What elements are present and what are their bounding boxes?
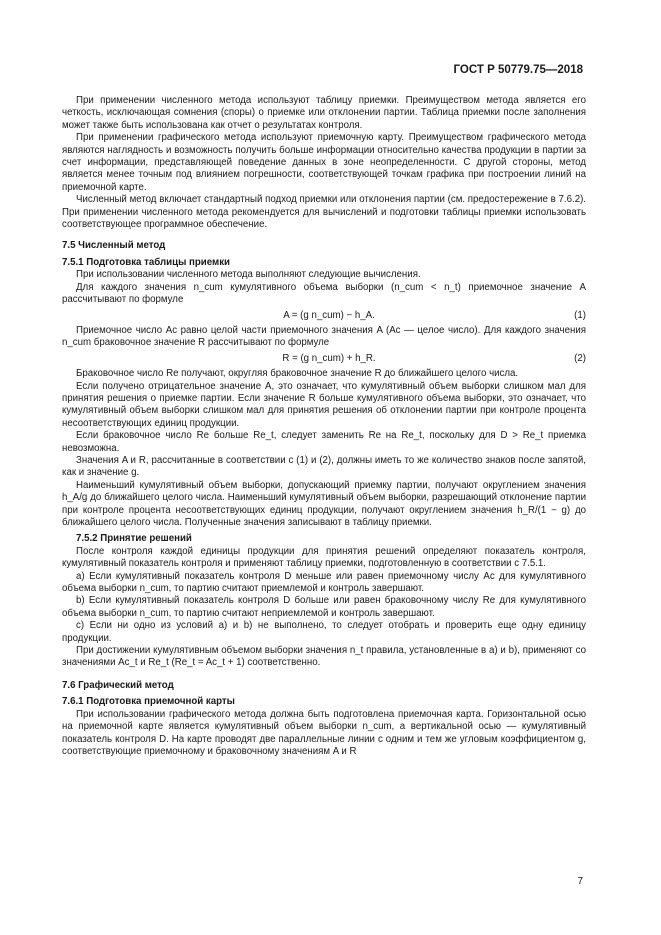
paragraph: При использовании графического метода должна быть подготовлена приемочная карта. Горизонтальной осью на приемочной карте является кумулятивный объем выборки n_cum, а вертикальной осью — кумулятивный показатель контроля D. На карте проводят две параллельные линии с одним и тем же угловым коэффициентом g, соответствующие приемочному и браковочному значениям A и R bbox=[62, 708, 586, 757]
paragraph: Для каждого значения n_cum кумулятивного объема выборки (n_cum < n_t) приемочное значение A рассчитывают по формуле bbox=[62, 281, 586, 306]
list-item: b) Если кумулятивный показатель контроля D больше или равен браковочному числу Re для кумулятивного объема выборки n_cum, то партию считают неприемлемой и контроль завершают. bbox=[62, 595, 586, 619]
paragraph: Браковочное число Re получают, округляя браковочное значение R до ближайшего целого числа. bbox=[76, 368, 519, 380]
list-item: a) Если кумулятивный показатель контроля D меньше или равен приемочному числу Ac для кумулятивного объема выборки n_cum, то партию считают приемлемой и контроль завершают. bbox=[62, 570, 586, 595]
paragraph: При применении численного метода используют таблицу приемки. Преимуществом метода является его четкость, исключающая сомнения (споры) о приемке или отклонении партии. Таблица приемки после заполнения может также быть использована как отчет о результатах контроля. bbox=[62, 95, 586, 131]
subsection-heading: 7.6.1 Подготовка приемочной карты bbox=[62, 696, 235, 708]
paragraph: При использовании численного метода выполняют следующие вычисления. bbox=[76, 269, 421, 281]
subsection-heading: 7.5.1 Подготовка таблицы приемки bbox=[62, 256, 230, 268]
section-heading: 7.6 Графический метод bbox=[62, 679, 174, 691]
document-body bbox=[62, 95, 586, 758]
section-heading: 7.5 Численный метод bbox=[62, 240, 166, 252]
paragraph: Если браковочное число Re больше Re_t, следует заменить Re на Re_t, поскольку для D > Re_t приемка невозможна. bbox=[62, 430, 586, 454]
equation-formula: A = (g n_cum) − h_A. bbox=[283, 309, 375, 321]
paragraph: При применении графического метода используют приемочную карту. Преимуществом графического метода являются наглядность и возможность получить больше информации относительно качества продукции в партии за счет информации, представляющей поведение данных в зоне неопределенности. С другой стороны, метод является менее точным под влиянием погрешности, соответствующей точкам графика при построении линий на приемочной карте. bbox=[62, 132, 586, 193]
equation-2 bbox=[62, 353, 586, 365]
list-item: c) Если ни одно из условий a) и b) не выполнено, то следует отобрать и проверить еще одну единицу продукции. bbox=[62, 620, 586, 644]
equation-number: (2) bbox=[574, 352, 586, 364]
paragraph: После контроля каждой единицы продукции для принятия решений определяют показатель контроля, кумулятивный показатель контроля и применяют таблицу приемки, подготовленную в соответствии с 7.5.1. bbox=[62, 545, 586, 570]
paragraph: Наименьший кумулятивный объем выборки, допускающий приемку партии, получают округлением значения h_A/g до ближайшего целого числа. Наименьший кумулятивный объем выборки, разрешающий отклонение партии при контроле процента несоответствующих единиц продукции, получают округлением значения h_R/(1 − g) до ближайшего целого числа. Полученные значения записывают в таблицу приемки. bbox=[62, 479, 586, 528]
page-number: 7 bbox=[577, 876, 583, 887]
equation-number: (1) bbox=[574, 309, 586, 321]
equation-formula: R = (g n_cum) + h_R. bbox=[282, 352, 376, 364]
paragraph: Если получено отрицательное значение A, это означает, что кумулятивный объем выборки слишком мал для принятия решения о приемке партии. Если значение R больше кумулятивного объема выборки, это означает, что кумулятивный объем выборки слишком мал для принятия решения об отклонении партии при контроле процента несоответствующих единиц продукции. bbox=[62, 380, 586, 429]
document-id: ГОСТ Р 50779.75—2018 bbox=[453, 64, 583, 76]
paragraph: Численный метод включает стандартный подход приемки или отклонения партии (см. предостережение в 7.6.2). При применении численного метода рекомендуется для вычислений и подготовки таблицы приемки использовать соответствующее программное обеспечение. bbox=[62, 194, 586, 231]
paragraph: При достижении кумулятивным объемом выборки значения n_t правила, установленные в a) и b), применяют со значениями Ac_t и Re_t (Re_t = Ac_t + 1) соответственно. bbox=[62, 645, 586, 669]
paragraph: Значения A и R, рассчитанные в соответствии с (1) и (2), должны иметь то же количество знаков после запятой, как и значение g. bbox=[62, 454, 586, 479]
paragraph: Приемочное число Ac равно целой части приемочного значения A (Ac — целое число). Для каждого значения n_cum браковочное значение R рассчитывают по формуле bbox=[62, 324, 586, 349]
subsection-heading: 7.5.2 Принятие решений bbox=[76, 533, 192, 545]
equation-1 bbox=[62, 310, 586, 322]
